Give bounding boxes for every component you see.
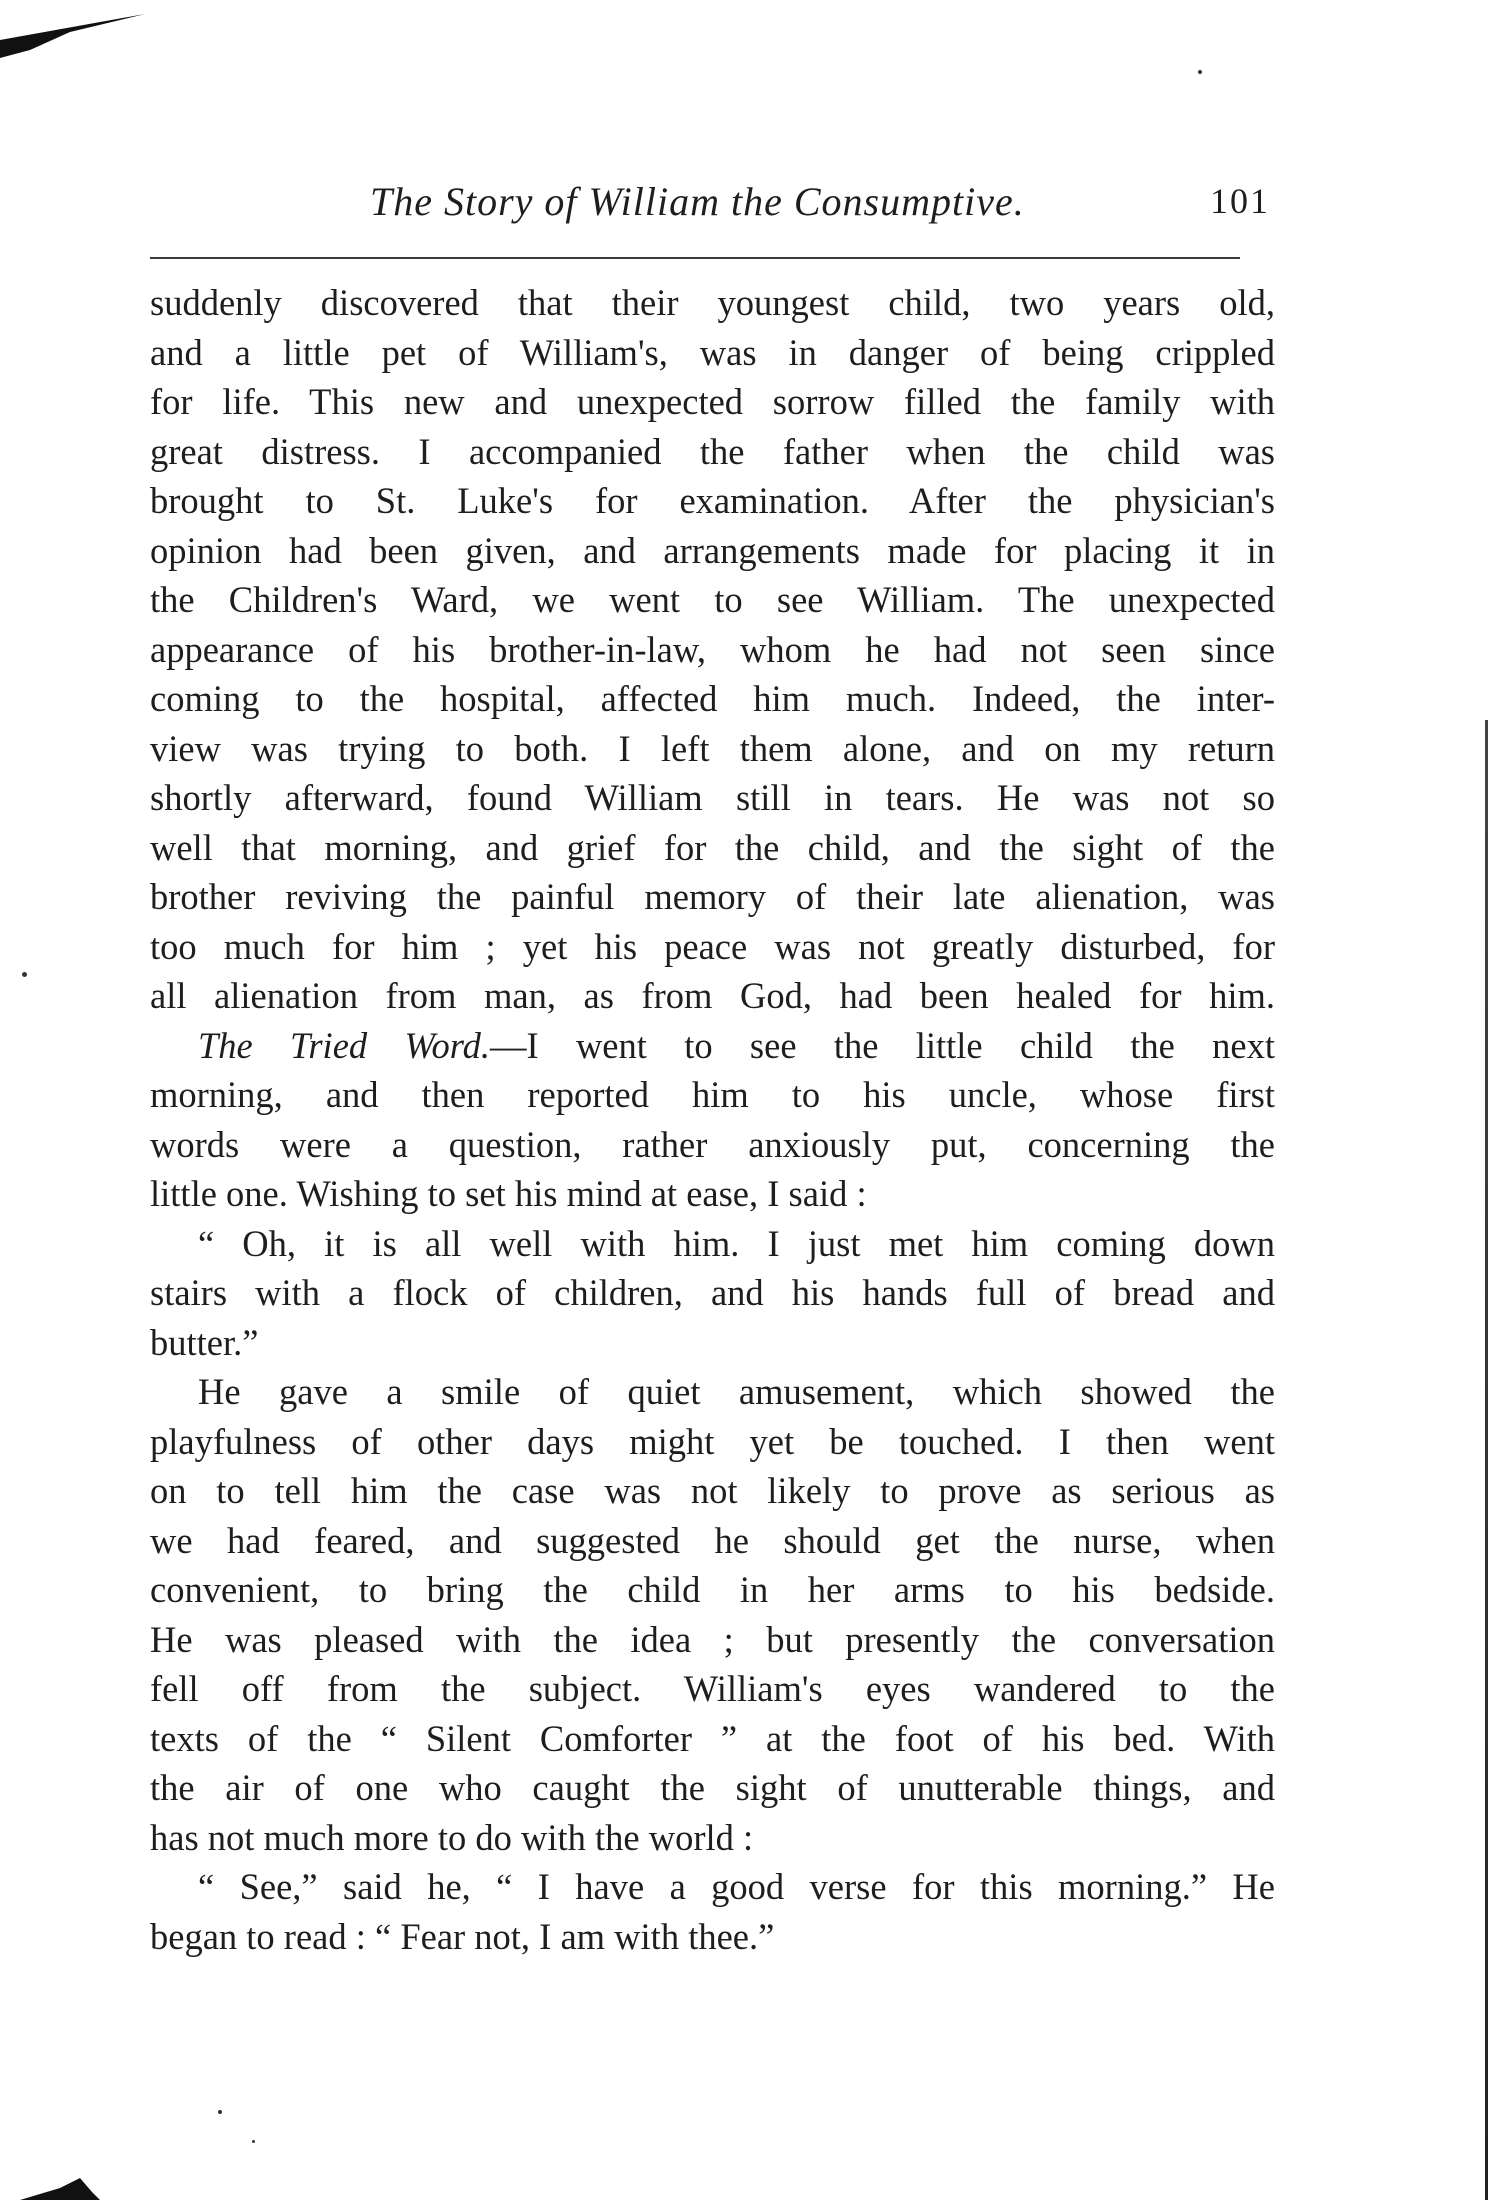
text-line: great distress. I accompanied the father when the child was <box>150 430 1275 472</box>
text-line: little one. Wishing to set his mind at ease, I said : <box>150 1173 867 1214</box>
text-line: convenient, to bring the child in her arms to his bedside. <box>150 1569 1275 1610</box>
text-line: appearance of his brother-in-law, whom he had not seen since <box>150 628 1275 670</box>
text-line: suddenly discovered that their youngest child, two years old, <box>150 282 1275 323</box>
ink-blot-top-left <box>0 10 150 70</box>
text-line: all alienation from man, as from God, had been healed for him. <box>150 975 1275 1016</box>
text-line: morning, and then reported him to his uncle, whose first <box>150 1074 1275 1115</box>
text-line: the Children's Ward, we went to see William. The unexpected <box>150 579 1275 620</box>
text-line: butter.” <box>150 1321 259 1363</box>
text-line: on to tell him the case was not likely to prove as serious as <box>150 1470 1275 1511</box>
speck-bottom-2 <box>252 2140 255 2143</box>
text-line: brother reviving the painful memory of their late alienation, was <box>150 876 1275 917</box>
text-line: brought to St. Luke's for examination. After the physician's <box>150 480 1275 521</box>
text-line: texts of the “ Silent Comforter ” at the foot of his bed. With <box>150 1717 1275 1759</box>
text-line: He was pleased with the idea ; but presently the conversation <box>150 1618 1275 1660</box>
text-line: we had feared, and suggested he should get the nurse, when <box>150 1519 1275 1561</box>
text-line <box>150 1021 1275 1071</box>
text-line: for life. This new and unexpected sorrow filled the family with <box>150 381 1275 422</box>
text-line: “ See,” said he, “ I have a good verse for this morning.” He <box>198 1866 1275 1907</box>
page-number: 101 <box>1210 181 1270 221</box>
text-line: shortly afterward, found William still in tears. He was not so <box>150 777 1275 818</box>
text-line: fell off from the subject. William's eyes wandered to the <box>150 1668 1275 1709</box>
paragraph-3 <box>150 1219 1275 1368</box>
text-line: coming to the hospital, affected him much. Indeed, the inter- <box>150 678 1275 719</box>
text-line: playfulness of other days might yet be touched. I then went <box>150 1420 1275 1462</box>
text-line: “ Oh, it is all well with him. I just met him coming down <box>198 1222 1275 1264</box>
text-fragment: —I went to see the little child the next <box>489 1024 1275 1066</box>
text-line: stairs with a flock of children, and his hands full of bread and <box>150 1272 1275 1313</box>
text-line: opinion had been given, and arrangements made for placing it in <box>150 529 1275 571</box>
text-line: too much for him ; yet his peace was not greatly disturbed, for <box>150 925 1275 967</box>
text-line: view was trying to both. I left them alone, and on my return <box>150 727 1275 769</box>
paragraph-4 <box>150 1367 1275 1862</box>
text-line: well that morning, and grief for the child, and the sight of the <box>150 826 1275 868</box>
text-line: He gave a smile of quiet amusement, which showed the <box>198 1371 1275 1412</box>
paragraph-2 <box>150 1021 1275 1219</box>
ink-blot-bottom-left <box>20 2170 100 2202</box>
text-line: has not much more to do with the world : <box>150 1816 754 1858</box>
text-line: and a little pet of William's, was in danger of being crippled <box>150 331 1275 373</box>
section-heading: The Tried Word. <box>198 1024 490 1066</box>
text-line: words were a question, rather anxiously put, concerning the <box>150 1123 1275 1165</box>
page-edge-shadow <box>1485 720 1488 2200</box>
speck-bottom-1 <box>218 2110 222 2114</box>
body-text <box>150 278 1275 1961</box>
text-line: began to read : “ Fear not, I am with thee.” <box>150 1915 775 1957</box>
running-title: The Story of William the Consumptive. <box>370 179 1025 224</box>
header-rule <box>150 257 1240 259</box>
speck-left-margin <box>22 972 27 977</box>
paragraph-5 <box>150 1862 1275 1961</box>
text-line: the air of one who caught the sight of unutterable things, and <box>150 1767 1275 1808</box>
speck-top-right <box>1198 70 1202 74</box>
paragraph-1 <box>150 278 1275 1021</box>
running-header <box>150 178 1270 238</box>
